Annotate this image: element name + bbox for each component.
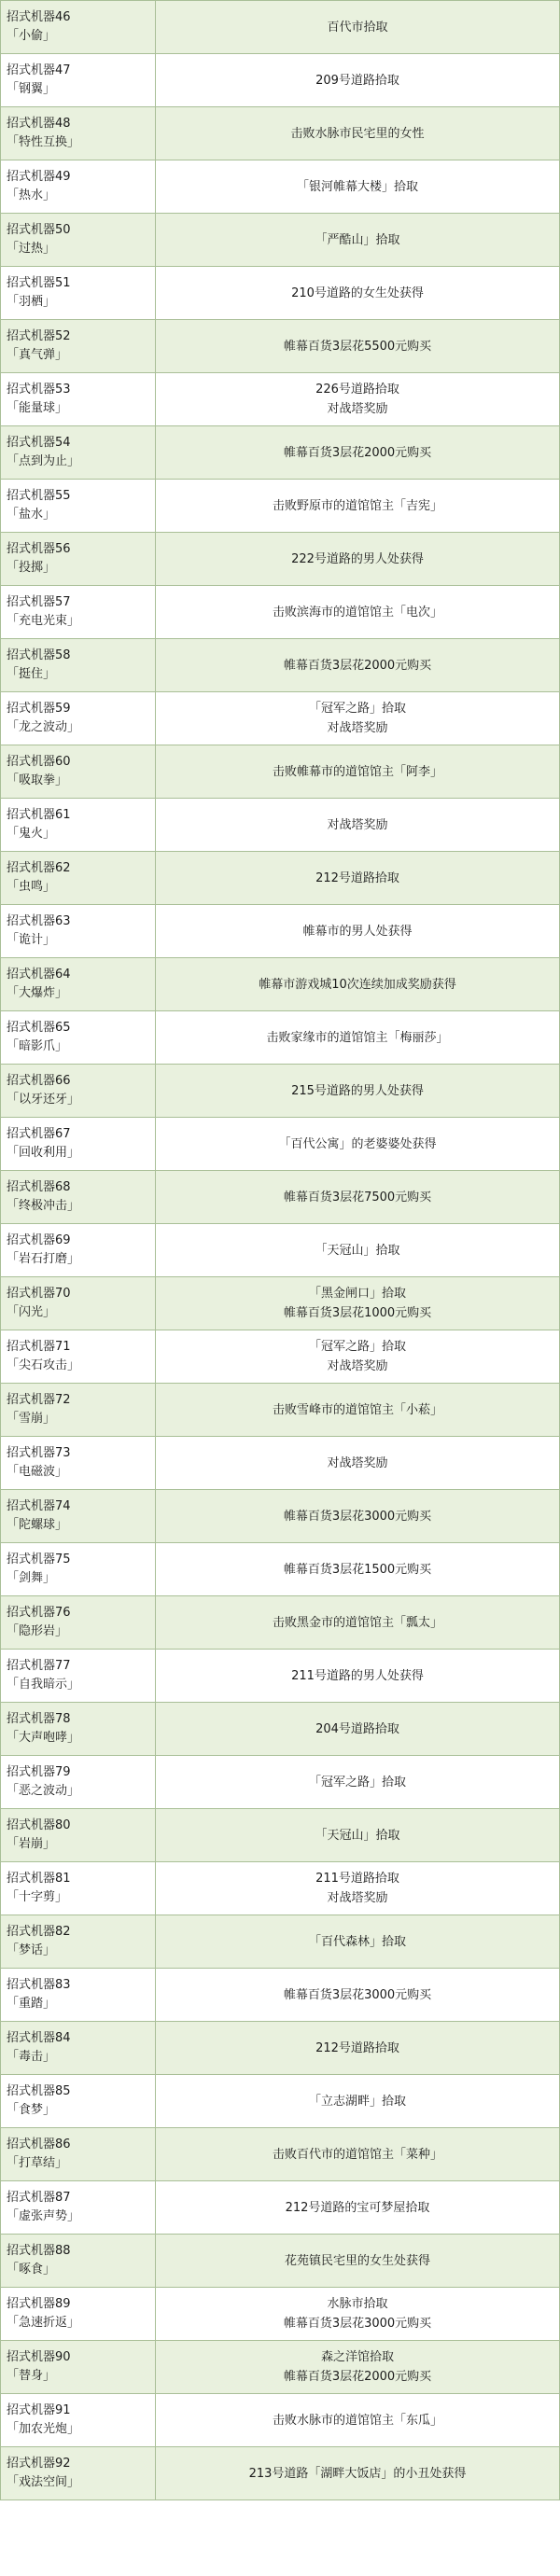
tm-move-name: 「挺住」: [7, 667, 56, 681]
tm-cell: [1, 799, 156, 852]
tm-number: 招式机器80: [7, 1818, 71, 1832]
obtain-method: 帷幕市的男人处获得: [302, 924, 413, 939]
table-row: [1, 1277, 560, 1330]
table-row: [1, 2022, 560, 2075]
table-row: [1, 852, 560, 905]
table-row: [1, 692, 560, 745]
location-cell: [156, 799, 560, 852]
tm-cell: [1, 692, 156, 745]
tm-cell: [1, 2394, 156, 2447]
table-row: [1, 160, 560, 214]
location-cell: [156, 1862, 560, 1915]
obtain-method: 212号道路的宝可梦屋拾取: [285, 2200, 430, 2215]
location-cell: [156, 107, 560, 160]
table-row: [1, 1011, 560, 1065]
tm-move-name: 「毒击」: [7, 2050, 56, 2064]
table-row: [1, 1065, 560, 1118]
tm-number: 招式机器57: [7, 595, 71, 609]
tm-move-name: 「闪光」: [7, 1305, 56, 1319]
location-cell: [156, 267, 560, 320]
tm-move-name: 「剑舞」: [7, 1571, 56, 1585]
tm-move-name: 「特性互换」: [7, 135, 80, 149]
tm-cell: [1, 1756, 156, 1809]
tm-cell: [1, 373, 156, 426]
location-cell: [156, 2235, 560, 2288]
tm-number: 招式机器54: [7, 436, 71, 450]
table-row: [1, 480, 560, 533]
obtain-method: 215号道路的男人处获得: [291, 1083, 424, 1098]
location-cell: [156, 2022, 560, 2075]
tm-number: 招式机器73: [7, 1446, 71, 1460]
table-row: [1, 2075, 560, 2128]
location-cell: [156, 1171, 560, 1224]
obtain-method: 帷幕百货3层花1000元购买: [283, 1306, 432, 1320]
table-row: [1, 267, 560, 320]
tm-move-name: 「热水」: [7, 188, 56, 202]
tm-cell: [1, 2181, 156, 2235]
tm-cell: [1, 214, 156, 267]
tm-cell: [1, 1224, 156, 1277]
table-row: [1, 1490, 560, 1543]
table-row: [1, 1437, 560, 1490]
tm-cell: [1, 1437, 156, 1490]
tm-number: 招式机器49: [7, 170, 71, 184]
tm-move-name: 「诡计」: [7, 933, 56, 947]
tm-move-name: 「恶之波动」: [7, 1784, 80, 1798]
tm-move-name: 「重踏」: [7, 1997, 56, 2011]
tm-move-name: 「替身」: [7, 2369, 56, 2383]
table-row: [1, 320, 560, 373]
tm-number: 招式机器70: [7, 1287, 71, 1301]
tm-move-name: 「加农光炮」: [7, 2422, 80, 2436]
tm-number: 招式机器82: [7, 1925, 71, 1939]
obtain-method: 「天冠山」拾取: [315, 1243, 400, 1258]
table-row: [1, 2235, 560, 2288]
location-cell: [156, 1756, 560, 1809]
location-cell: [156, 2394, 560, 2447]
location-cell: [156, 692, 560, 745]
tm-number: 招式机器90: [7, 2350, 71, 2364]
location-cell: [156, 373, 560, 426]
tm-move-name: 「点到为止」: [7, 454, 80, 468]
tm-number: 招式机器83: [7, 1978, 71, 1992]
tm-cell: [1, 426, 156, 480]
tm-cell: [1, 1118, 156, 1171]
obtain-method: 击败水脉市民宅里的女性: [290, 126, 425, 141]
obtain-method: 击败黑金市的道馆馆主「瓢太」: [272, 1615, 442, 1630]
location-cell: [156, 1011, 560, 1065]
table-row: [1, 2288, 560, 2341]
tm-number: 招式机器55: [7, 489, 71, 503]
table-row: [1, 54, 560, 107]
table-row: [1, 639, 560, 692]
tm-cell: [1, 852, 156, 905]
obtain-method: 对战塔奖励: [327, 817, 388, 832]
obtain-method: 百代市拾取: [327, 20, 388, 35]
tm-cell: [1, 905, 156, 958]
obtain-method: 「银河帷幕大楼」拾取: [296, 179, 418, 194]
obtain-method: 水脉市拾取: [327, 2297, 388, 2311]
tm-number: 招式机器64: [7, 968, 71, 982]
obtain-method: 帷幕百货3层花2000元购买: [283, 2370, 432, 2384]
table-row: [1, 1915, 560, 1969]
tm-number: 招式机器78: [7, 1712, 71, 1726]
tm-number: 招式机器63: [7, 914, 71, 928]
tm-move-name: 「隐形岩」: [7, 1624, 68, 1638]
location-cell: [156, 2181, 560, 2235]
tm-cell: [1, 2447, 156, 2500]
obtain-method: 森之洋馆拾取: [320, 2350, 394, 2364]
tm-move-name: 「陀螺球」: [7, 1518, 68, 1532]
obtain-method: 击败滨海市的道馆馆主「电次」: [272, 605, 442, 620]
tm-move-name: 「回收利用」: [7, 1146, 80, 1160]
table-row: [1, 1596, 560, 1650]
location-cell: [156, 958, 560, 1011]
location-cell: [156, 214, 560, 267]
obtain-method: 帷幕百货3层花2000元购买: [283, 445, 432, 460]
table-row: [1, 1703, 560, 1756]
tm-number: 招式机器53: [7, 383, 71, 397]
tm-move-name: 「鬼火」: [7, 827, 56, 841]
obtain-method: 帷幕百货3层花5500元购买: [283, 339, 432, 354]
location-cell: [156, 745, 560, 799]
location-cell: [156, 1809, 560, 1862]
location-cell: [156, 1490, 560, 1543]
table-row: [1, 1862, 560, 1915]
location-cell: [156, 533, 560, 586]
tm-move-name: 「食梦」: [7, 2103, 56, 2117]
location-cell: [156, 1543, 560, 1596]
tm-move-name: 「大爆炸」: [7, 986, 68, 1000]
obtain-method: 帷幕百货3层花3000元购买: [283, 1509, 432, 1524]
table-row: [1, 533, 560, 586]
tm-cell: [1, 320, 156, 373]
tm-number: 招式机器92: [7, 2457, 71, 2471]
tm-move-name: 「戏法空间」: [7, 2475, 80, 2489]
tm-move-name: 「电磁波」: [7, 1465, 68, 1479]
tm-number: 招式机器85: [7, 2084, 71, 2098]
obtain-method: 花苑镇民宅里的女生处获得: [284, 2253, 430, 2268]
tm-cell: [1, 1384, 156, 1437]
tm-cell: [1, 1277, 156, 1330]
tm-move-name: 「梦话」: [7, 1943, 56, 1957]
tm-number: 招式机器47: [7, 63, 71, 77]
tm-number: 招式机器48: [7, 117, 71, 131]
tm-move-name: 「钢翼」: [7, 82, 56, 96]
tm-cell: [1, 1, 156, 54]
tm-number: 招式机器66: [7, 1074, 71, 1088]
tm-cell: [1, 1703, 156, 1756]
tm-move-name: 「小偷」: [7, 29, 56, 43]
obtain-method: 212号道路拾取: [315, 870, 399, 885]
location-cell: [156, 1330, 560, 1384]
tm-move-name: 「暗影爪」: [7, 1039, 68, 1053]
location-cell: [156, 1596, 560, 1650]
tm-cell: [1, 480, 156, 533]
obtain-method: 211号道路的男人处获得: [291, 1668, 424, 1683]
table-row: [1, 799, 560, 852]
table-row: [1, 426, 560, 480]
table-row: [1, 2341, 560, 2394]
tm-number: 招式机器62: [7, 861, 71, 875]
table-row: [1, 2181, 560, 2235]
obtain-method: 对战塔奖励: [327, 402, 388, 416]
tm-number: 招式机器89: [7, 2297, 71, 2311]
tm-cell: [1, 267, 156, 320]
obtain-method: 210号道路的女生处获得: [291, 285, 424, 300]
tm-cell: [1, 2128, 156, 2181]
location-cell: [156, 426, 560, 480]
tm-number: 招式机器74: [7, 1499, 71, 1513]
location-cell: [156, 1703, 560, 1756]
tm-move-name: 「十字剪」: [7, 1890, 68, 1904]
location-cell: [156, 1, 560, 54]
table-row: [1, 1543, 560, 1596]
obtain-method: 「冠军之路」拾取: [308, 1340, 406, 1354]
table-row: [1, 214, 560, 267]
tm-number: 招式机器77: [7, 1659, 71, 1673]
tm-move-name: 「吸取拳」: [7, 773, 68, 787]
tm-number: 招式机器71: [7, 1340, 71, 1354]
tm-number: 招式机器58: [7, 648, 71, 662]
obtain-method: 对战塔奖励: [327, 721, 388, 735]
tm-number: 招式机器81: [7, 1872, 71, 1886]
obtain-method: 对战塔奖励: [327, 1359, 388, 1373]
tm-cell: [1, 745, 156, 799]
tm-number: 招式机器76: [7, 1606, 71, 1620]
table-row: [1, 1756, 560, 1809]
tm-move-name: 「虚张声势」: [7, 2209, 80, 2223]
obtain-method: 击败帷幕市的道馆馆主「阿李」: [272, 764, 442, 779]
tm-number: 招式机器65: [7, 1021, 71, 1035]
tm-number: 招式机器68: [7, 1180, 71, 1194]
tm-number: 招式机器60: [7, 755, 71, 769]
tm-cell: [1, 2341, 156, 2394]
tm-move-name: 「虫鸣」: [7, 880, 56, 894]
tm-cell: [1, 1969, 156, 2022]
tm-cell: [1, 1809, 156, 1862]
table-row: [1, 1809, 560, 1862]
tm-number: 招式机器87: [7, 2191, 71, 2205]
tm-cell: [1, 1862, 156, 1915]
table-row: [1, 107, 560, 160]
tm-cell: [1, 1490, 156, 1543]
location-cell: [156, 480, 560, 533]
location-cell: [156, 2075, 560, 2128]
tm-move-name: 「自我暗示」: [7, 1678, 80, 1692]
tm-move-name: 「啄食」: [7, 2263, 56, 2277]
tm-cell: [1, 1065, 156, 1118]
obtain-method: 「天冠山」拾取: [315, 1828, 400, 1843]
obtain-method: 213号道路「湖畔大饭店」的小丑处获得: [248, 2466, 467, 2481]
obtain-method: 211号道路拾取: [315, 1872, 399, 1886]
tm-move-name: 「龙之波动」: [7, 720, 80, 734]
tm-move-name: 「真气弹」: [7, 348, 68, 362]
tm-number: 招式机器91: [7, 2403, 71, 2417]
tm-cell: [1, 1543, 156, 1596]
tm-cell: [1, 586, 156, 639]
tm-move-name: 「打草结」: [7, 2156, 68, 2170]
tm-move-name: 「充电光束」: [7, 614, 80, 628]
tm-number: 招式机器52: [7, 329, 71, 343]
table-row: [1, 1, 560, 54]
obtain-method: 击败水脉市的道馆馆主「东瓜」: [272, 2413, 442, 2428]
obtain-method: 帷幕百货3层花3000元购买: [283, 2317, 432, 2331]
table-row: [1, 1118, 560, 1171]
obtain-method: 对战塔奖励: [327, 1455, 388, 1470]
table-row: [1, 1330, 560, 1384]
tm-number: 招式机器75: [7, 1553, 71, 1566]
table-row: [1, 1171, 560, 1224]
tm-cell: [1, 54, 156, 107]
obtain-method: 「百代森林」拾取: [308, 1934, 406, 1949]
obtain-method: 226号道路拾取: [315, 383, 399, 397]
tm-move-name: 「盐水」: [7, 508, 56, 522]
tm-cell: [1, 2235, 156, 2288]
tm-move-name: 「羽栖」: [7, 295, 56, 309]
tm-number: 招式机器69: [7, 1233, 71, 1247]
table-row: [1, 2128, 560, 2181]
tm-cell: [1, 639, 156, 692]
location-cell: [156, 2341, 560, 2394]
location-cell: [156, 2288, 560, 2341]
location-cell: [156, 54, 560, 107]
tm-move-name: 「大声咆哮」: [7, 1731, 80, 1745]
obtain-method: 222号道路的男人处获得: [291, 551, 424, 566]
tm-number: 招式机器72: [7, 1393, 71, 1407]
location-cell: [156, 852, 560, 905]
tm-move-name: 「投掷」: [7, 561, 56, 575]
tm-number: 招式机器46: [7, 10, 71, 24]
table-row: [1, 2447, 560, 2500]
table-row: [1, 1650, 560, 1703]
tm-number: 招式机器56: [7, 542, 71, 556]
location-cell: [156, 1650, 560, 1703]
location-cell: [156, 905, 560, 958]
tm-cell: [1, 1330, 156, 1384]
obtain-method: 击败野原市的道馆馆主「吉宪」: [272, 498, 442, 513]
table-row: [1, 586, 560, 639]
tm-move-name: 「终极冲击」: [7, 1199, 80, 1213]
tm-cell: [1, 2288, 156, 2341]
tm-move-name: 「雪崩」: [7, 1412, 56, 1426]
tm-number: 招式机器61: [7, 808, 71, 822]
obtain-method: 击败雪峰市的道馆馆主「小菘」: [272, 1402, 442, 1417]
location-cell: [156, 1915, 560, 1969]
obtain-method: 212号道路拾取: [315, 2040, 399, 2055]
tm-cell: [1, 1596, 156, 1650]
table-row: [1, 745, 560, 799]
tm-cell: [1, 1915, 156, 1969]
obtain-method: 「黑金闸口」拾取: [308, 1287, 406, 1301]
tm-move-name: 「急速折返」: [7, 2316, 80, 2330]
table-row: [1, 1969, 560, 2022]
location-cell: [156, 1118, 560, 1171]
obtain-method: 「立志湖畔」拾取: [308, 2094, 406, 2109]
location-cell: [156, 2447, 560, 2500]
obtain-method: 209号道路拾取: [315, 73, 399, 88]
location-cell: [156, 2128, 560, 2181]
tm-move-name: 「岩崩」: [7, 1837, 56, 1851]
tm-cell: [1, 2075, 156, 2128]
location-cell: [156, 1277, 560, 1330]
table-row: [1, 958, 560, 1011]
obtain-method: 「百代公寓」的老婆婆处获得: [278, 1136, 437, 1151]
tm-move-name: 「尖石攻击」: [7, 1358, 80, 1372]
obtain-method: 帷幕市游戏城10次连续加成奖励获得: [259, 977, 456, 992]
tm-cell: [1, 1171, 156, 1224]
obtain-method: 击败百代市的道馆馆主「菜种」: [272, 2147, 442, 2162]
obtain-method: 帷幕百货3层花3000元购买: [283, 1987, 432, 2002]
table-row: [1, 373, 560, 426]
obtain-method: 击败家缘市的道馆馆主「梅丽莎」: [266, 1030, 449, 1045]
table-row: [1, 2394, 560, 2447]
location-cell: [156, 639, 560, 692]
tm-number: 招式机器84: [7, 2031, 71, 2045]
location-cell: [156, 1224, 560, 1277]
tm-move-name: 「以牙还牙」: [7, 1093, 80, 1107]
tm-number: 招式机器86: [7, 2137, 71, 2151]
tm-cell: [1, 1650, 156, 1703]
tm-number: 招式机器51: [7, 276, 71, 290]
table-row: [1, 905, 560, 958]
obtain-method: 204号道路拾取: [315, 1721, 399, 1736]
obtain-method: 「严酷山」拾取: [315, 232, 400, 247]
tm-cell: [1, 533, 156, 586]
table-row: [1, 1384, 560, 1437]
obtain-method: 帷幕百货3层花7500元购买: [283, 1190, 432, 1204]
tm-table-body: [1, 1, 560, 2500]
tm-number: 招式机器79: [7, 1765, 71, 1779]
location-cell: [156, 1384, 560, 1437]
table-row: [1, 1224, 560, 1277]
location-cell: [156, 1969, 560, 2022]
location-cell: [156, 320, 560, 373]
tm-number: 招式机器59: [7, 702, 71, 716]
tm-move-name: 「过热」: [7, 242, 56, 256]
tm-cell: [1, 958, 156, 1011]
obtain-method: 帷幕百货3层花1500元购买: [283, 1562, 432, 1577]
obtain-method: 对战塔奖励: [327, 1891, 388, 1905]
tm-number: 招式机器67: [7, 1127, 71, 1141]
tm-move-name: 「能量球」: [7, 401, 68, 415]
location-cell: [156, 1065, 560, 1118]
tm-number: 招式机器50: [7, 223, 71, 237]
obtain-method: 「冠军之路」拾取: [308, 1775, 406, 1789]
obtain-method: 「冠军之路」拾取: [308, 702, 406, 716]
location-cell: [156, 1437, 560, 1490]
tm-number: 招式机器88: [7, 2244, 71, 2258]
tm-move-name: 「岩石打磨」: [7, 1252, 80, 1266]
location-cell: [156, 586, 560, 639]
tm-cell: [1, 160, 156, 214]
tm-cell: [1, 1011, 156, 1065]
tm-cell: [1, 107, 156, 160]
obtain-method: 帷幕百货3层花2000元购买: [283, 658, 432, 673]
tm-cell: [1, 2022, 156, 2075]
location-cell: [156, 160, 560, 214]
